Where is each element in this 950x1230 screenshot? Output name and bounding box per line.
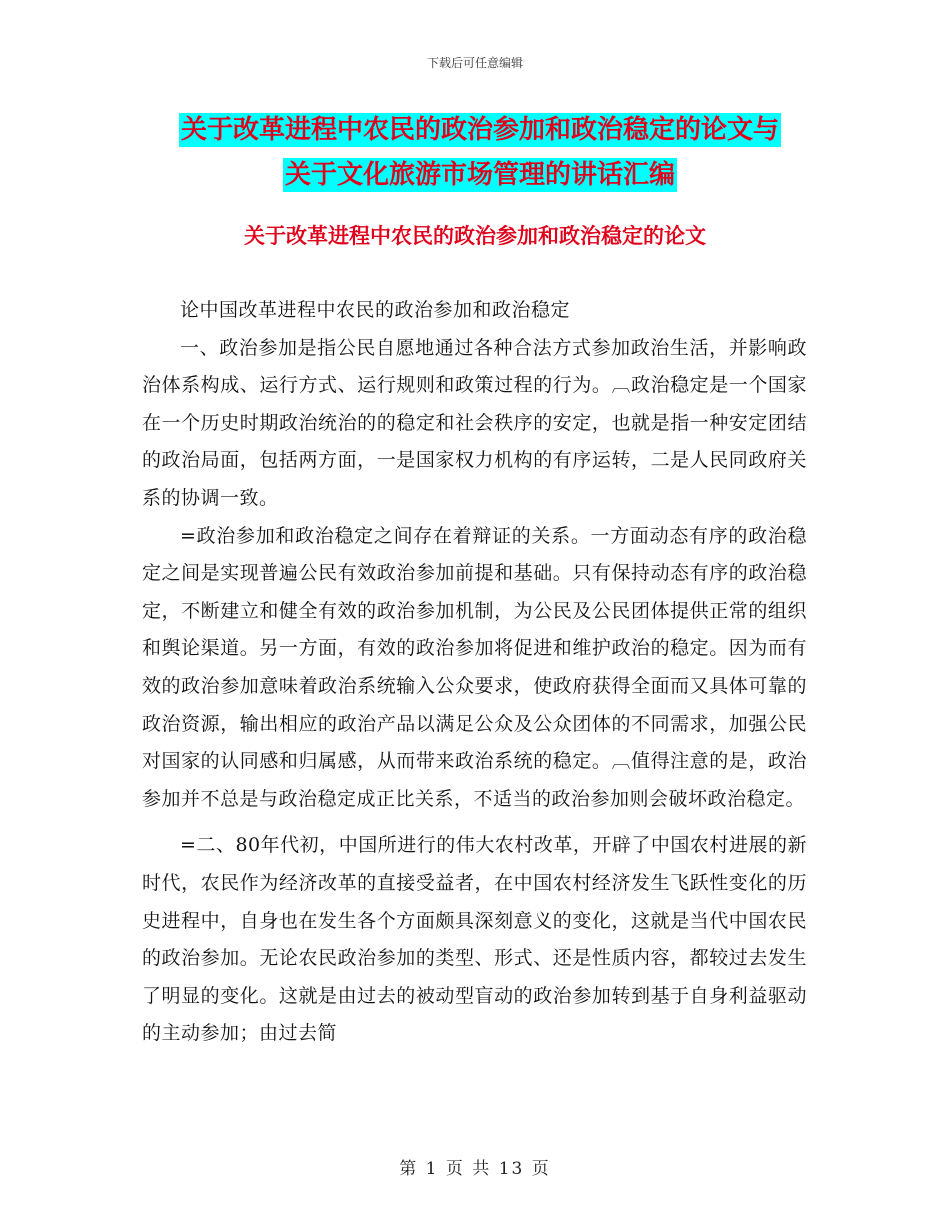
section-title: 关于改革进程中农民的政治参加和政治稳定的论文	[244, 224, 706, 248]
body-text	[142, 292, 807, 1053]
header-note: 下载后可任意编辑	[426, 56, 523, 70]
paragraph: 一、政治参加是指公民自愿地通过各种合法方式参加政治生活，并影响政治体系构成、运行方式、运行规则和政策过程的行为。︹政治稳定是一个国家在一个历史时期政治统治的的稳定和社会秩序的安定，也就是指一种安定团结的政治局面，包括两方面，一是国家权力机构的有序运转，二是人民同政府关系的协调一致。	[142, 336, 807, 509]
paragraph: =政治参加和政治稳定之间存在着辩证的关系。一方面动态有序的政治稳定之间是实现普遍公民有效政治参加前提和基础。只有保持动态有序的政治稳定，不断建立和健全有效的政治参加机制，为公民及公民团体提供正常的组织和舆论渠道。另一方面，有效的政治参加将促进和维护政治的稳定。因为而有效的政治参加意味着政治系统输入公众要求，使政府获得全面而又具体可靠的政治资源，输出相应的政治产品以满足公众及公众团体的不同需求，加强公民对国家的认同感和归属感，从而带来政治系统的稳定。︹值得注意的是，政治参加并不总是与政治稳定成正比关系，不适当的政治参加则会破坏政治稳定。	[142, 524, 807, 810]
title-line-1: 关于改革进程中农民的政治参加和政治稳定的论文与	[180, 115, 779, 145]
paragraph-subtitle: 论中国改革进程中农民的政治参加和政治稳定	[180, 299, 571, 321]
page-number-footer: 第 1 页 共 13 页	[399, 1159, 551, 1179]
title-line-2: 关于文化旅游市场管理的讲话汇编	[284, 160, 675, 190]
paragraph: =二、80年代初，中国所进行的伟大农村改革，开辟了中国农村进展的新时代，农民作为经济改革的直接受益者，在中国农村经济发生飞跃性变化的历史进程中，自身也在发生各个方面颇具深刻意义的变化，这就是当代中国农民的政治参加。无论农民政治参加的类型、形式、还是性质内容，都较过去发生了明显的变化。这就是由过去的被动型盲动的政治参加转到基于自身利益驱动的主动参加；由过去简	[142, 834, 807, 1045]
document-title	[140, 108, 820, 198]
